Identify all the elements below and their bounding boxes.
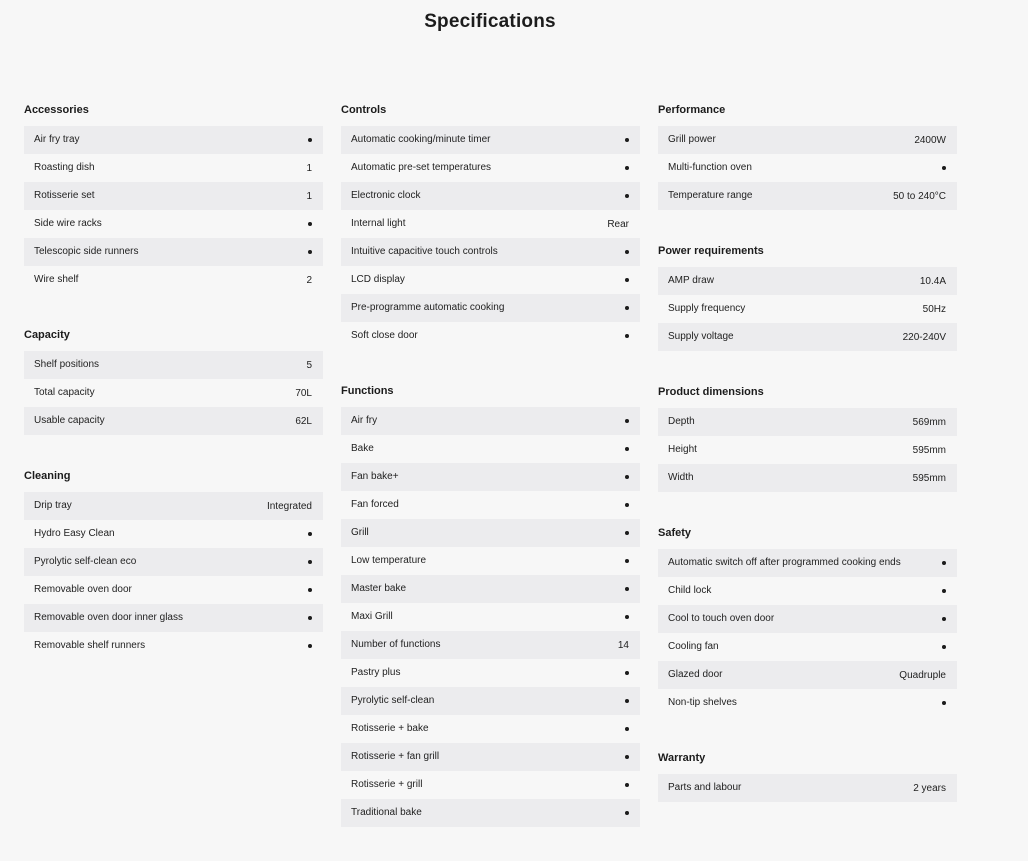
spec-label: Soft close door bbox=[351, 330, 418, 341]
spec-column-3 bbox=[658, 103, 957, 836]
spec-section bbox=[658, 244, 957, 351]
spec-label: Low temperature bbox=[351, 555, 427, 566]
spec-label: Rotisserie + grill bbox=[351, 779, 423, 790]
spec-row bbox=[658, 633, 957, 661]
included-dot-icon bbox=[942, 701, 946, 705]
spec-label: Pyrolytic self-clean bbox=[351, 695, 435, 706]
included-dot-icon bbox=[308, 532, 312, 536]
spec-section bbox=[24, 328, 323, 435]
spec-row bbox=[658, 577, 957, 605]
spec-label: Air fry bbox=[351, 415, 378, 426]
included-dot-icon bbox=[625, 671, 629, 675]
spec-section bbox=[24, 103, 323, 294]
spec-label: Bake bbox=[351, 443, 374, 454]
spec-label: Fan bake+ bbox=[351, 471, 399, 482]
spec-label: Cooling fan bbox=[668, 641, 719, 652]
spec-row bbox=[24, 154, 323, 182]
spec-label: Glazed door bbox=[668, 669, 723, 680]
spec-label: Removable oven door inner glass bbox=[34, 612, 183, 623]
spec-label: Usable capacity bbox=[34, 415, 105, 426]
spec-row bbox=[24, 604, 323, 632]
spec-row bbox=[24, 548, 323, 576]
included-dot-icon bbox=[625, 727, 629, 731]
spec-label: Multi-function oven bbox=[668, 162, 752, 173]
spec-value: 50Hz bbox=[922, 303, 946, 315]
included-dot-icon bbox=[942, 561, 946, 565]
included-dot-icon bbox=[625, 334, 629, 338]
spec-value: 1 bbox=[306, 162, 312, 174]
spec-label: Cool to touch oven door bbox=[668, 613, 775, 624]
spec-label: Side wire racks bbox=[34, 218, 102, 229]
spec-label: Child lock bbox=[668, 585, 712, 596]
spec-row bbox=[658, 464, 957, 492]
included-dot-icon bbox=[625, 250, 629, 254]
spec-row bbox=[658, 408, 957, 436]
section-title: Controls bbox=[341, 104, 387, 116]
spec-row bbox=[658, 436, 957, 464]
section-title: Functions bbox=[341, 385, 394, 397]
spec-value: Rear bbox=[607, 218, 629, 230]
included-dot-icon bbox=[625, 699, 629, 703]
spec-table bbox=[24, 351, 323, 435]
spec-table bbox=[658, 549, 957, 717]
spec-row bbox=[658, 182, 957, 210]
spec-row bbox=[658, 661, 957, 689]
spec-label: Automatic switch off after programmed cooking ends bbox=[668, 557, 901, 568]
section-title: Performance bbox=[658, 104, 726, 116]
spec-row bbox=[341, 322, 640, 350]
spec-table bbox=[24, 126, 323, 294]
included-dot-icon bbox=[942, 166, 946, 170]
spec-label: Pyrolytic self-clean eco bbox=[34, 556, 137, 567]
spec-row bbox=[24, 379, 323, 407]
spec-label: Maxi Grill bbox=[351, 611, 393, 622]
included-dot-icon bbox=[625, 559, 629, 563]
spec-label: Roasting dish bbox=[34, 162, 95, 173]
included-dot-icon bbox=[625, 615, 629, 619]
spec-row bbox=[24, 126, 323, 154]
spec-section bbox=[341, 384, 640, 827]
spec-label: Intuitive capacitive touch controls bbox=[351, 246, 498, 257]
spec-label: Wire shelf bbox=[34, 274, 79, 285]
spec-value: Integrated bbox=[266, 500, 312, 512]
spec-value: 2400W bbox=[914, 134, 946, 146]
spec-row bbox=[341, 294, 640, 322]
spec-label: LCD display bbox=[351, 274, 405, 285]
spec-row bbox=[341, 238, 640, 266]
spec-row bbox=[658, 323, 957, 351]
included-dot-icon bbox=[308, 644, 312, 648]
spec-label: Supply voltage bbox=[668, 331, 734, 342]
spec-row bbox=[341, 182, 640, 210]
spec-row bbox=[341, 771, 640, 799]
spec-label: Air fry tray bbox=[34, 134, 80, 145]
included-dot-icon bbox=[308, 560, 312, 564]
included-dot-icon bbox=[625, 306, 629, 310]
spec-row bbox=[24, 266, 323, 294]
spec-section bbox=[24, 469, 323, 660]
spec-label: Internal light bbox=[351, 218, 406, 229]
spec-label: Parts and labour bbox=[668, 782, 742, 793]
spec-label: Non-tip shelves bbox=[668, 697, 737, 708]
spec-row bbox=[341, 743, 640, 771]
spec-row bbox=[24, 407, 323, 435]
spec-value: 1 bbox=[306, 190, 312, 202]
spec-value: 10.4A bbox=[919, 275, 946, 287]
spec-value: 2 bbox=[306, 274, 312, 286]
spec-label: Depth bbox=[668, 416, 695, 427]
spec-label: Drip tray bbox=[34, 500, 72, 511]
spec-row bbox=[341, 435, 640, 463]
included-dot-icon bbox=[308, 222, 312, 226]
included-dot-icon bbox=[942, 617, 946, 621]
included-dot-icon bbox=[625, 503, 629, 507]
spec-value: 70L bbox=[295, 387, 312, 399]
included-dot-icon bbox=[625, 278, 629, 282]
spec-value: 595mm bbox=[912, 444, 946, 456]
spec-row bbox=[341, 463, 640, 491]
spec-label: Supply frequency bbox=[668, 303, 746, 314]
spec-row bbox=[658, 154, 957, 182]
spec-value: 50 to 240°C bbox=[893, 190, 946, 202]
spec-row bbox=[341, 659, 640, 687]
spec-table bbox=[658, 774, 957, 802]
spec-value: 14 bbox=[617, 639, 629, 651]
spec-row bbox=[658, 605, 957, 633]
included-dot-icon bbox=[625, 811, 629, 815]
included-dot-icon bbox=[625, 194, 629, 198]
spec-value: 5 bbox=[306, 359, 312, 371]
spec-label: Shelf positions bbox=[34, 359, 100, 370]
included-dot-icon bbox=[308, 616, 312, 620]
section-title: Power requirements bbox=[658, 245, 764, 257]
spec-table bbox=[658, 408, 957, 492]
spec-row bbox=[24, 182, 323, 210]
spec-label: Electronic clock bbox=[351, 190, 421, 201]
included-dot-icon bbox=[625, 783, 629, 787]
section-title: Safety bbox=[658, 527, 692, 539]
included-dot-icon bbox=[308, 138, 312, 142]
spec-row bbox=[341, 631, 640, 659]
included-dot-icon bbox=[942, 645, 946, 649]
spec-table bbox=[341, 407, 640, 827]
spec-label: Hydro Easy Clean bbox=[34, 528, 115, 539]
spec-row bbox=[341, 575, 640, 603]
spec-row bbox=[658, 549, 957, 577]
spec-section bbox=[658, 751, 957, 802]
spec-row bbox=[658, 295, 957, 323]
spec-row bbox=[658, 689, 957, 717]
spec-row bbox=[24, 576, 323, 604]
spec-section bbox=[341, 103, 640, 350]
spec-value: 220-240V bbox=[902, 331, 946, 343]
section-title: Accessories bbox=[24, 104, 89, 116]
spec-row bbox=[658, 267, 957, 295]
spec-section bbox=[658, 385, 957, 492]
spec-label: Temperature range bbox=[668, 190, 753, 201]
spec-label: Automatic pre-set temperatures bbox=[351, 162, 492, 173]
included-dot-icon bbox=[625, 138, 629, 142]
spec-row bbox=[658, 126, 957, 154]
included-dot-icon bbox=[625, 587, 629, 591]
spec-label: Rotisserie + bake bbox=[351, 723, 429, 734]
included-dot-icon bbox=[942, 589, 946, 593]
spec-label: Height bbox=[668, 444, 697, 455]
spec-row bbox=[341, 547, 640, 575]
spec-column-1 bbox=[24, 103, 323, 694]
spec-row bbox=[341, 210, 640, 238]
spec-label: Rotisserie + fan grill bbox=[351, 751, 440, 762]
spec-label: Rotisserie set bbox=[34, 190, 95, 201]
spec-label: Number of functions bbox=[351, 639, 441, 650]
page-title: Specifications bbox=[424, 11, 556, 32]
section-title: Warranty bbox=[658, 752, 706, 764]
included-dot-icon bbox=[308, 588, 312, 592]
spec-label: Grill power bbox=[668, 134, 716, 145]
spec-value: Quadruple bbox=[899, 669, 946, 681]
spec-row bbox=[24, 520, 323, 548]
spec-label: Pre-programme automatic cooking bbox=[351, 302, 505, 313]
spec-row bbox=[341, 154, 640, 182]
spec-row bbox=[341, 491, 640, 519]
spec-row bbox=[341, 126, 640, 154]
spec-row bbox=[341, 603, 640, 631]
spec-row bbox=[341, 266, 640, 294]
spec-label: Master bake bbox=[351, 583, 407, 594]
spec-label: Width bbox=[668, 472, 694, 483]
included-dot-icon bbox=[625, 419, 629, 423]
spec-label: Traditional bake bbox=[351, 807, 422, 818]
spec-label: Fan forced bbox=[351, 499, 399, 510]
included-dot-icon bbox=[625, 755, 629, 759]
included-dot-icon bbox=[308, 250, 312, 254]
spec-value: 62L bbox=[295, 415, 312, 427]
spec-section bbox=[658, 526, 957, 717]
spec-label: Automatic cooking/minute timer bbox=[351, 134, 491, 145]
included-dot-icon bbox=[625, 475, 629, 479]
spec-row bbox=[24, 238, 323, 266]
spec-row bbox=[24, 210, 323, 238]
spec-row bbox=[24, 632, 323, 660]
section-title: Cleaning bbox=[24, 470, 71, 482]
spec-label: AMP draw bbox=[668, 275, 714, 286]
spec-table bbox=[341, 126, 640, 350]
spec-label: Telescopic side runners bbox=[34, 246, 139, 257]
section-title: Product dimensions bbox=[658, 386, 764, 398]
spec-row bbox=[341, 519, 640, 547]
spec-value: 2 years bbox=[913, 782, 946, 794]
spec-label: Removable shelf runners bbox=[34, 640, 146, 651]
spec-value: 569mm bbox=[912, 416, 946, 428]
spec-label: Total capacity bbox=[34, 387, 95, 398]
spec-value: 595mm bbox=[912, 472, 946, 484]
spec-table bbox=[658, 267, 957, 351]
spec-row bbox=[658, 774, 957, 802]
section-title: Capacity bbox=[24, 329, 70, 341]
spec-table bbox=[24, 492, 323, 660]
included-dot-icon bbox=[625, 166, 629, 170]
spec-row bbox=[341, 715, 640, 743]
included-dot-icon bbox=[625, 447, 629, 451]
spec-column-2 bbox=[341, 103, 640, 861]
spec-row bbox=[341, 687, 640, 715]
spec-label: Pastry plus bbox=[351, 667, 401, 678]
spec-row bbox=[341, 799, 640, 827]
spec-row bbox=[24, 351, 323, 379]
included-dot-icon bbox=[625, 531, 629, 535]
spec-label: Grill bbox=[351, 527, 369, 538]
spec-row bbox=[341, 407, 640, 435]
spec-table bbox=[658, 126, 957, 210]
spec-label: Removable oven door bbox=[34, 584, 132, 595]
spec-row bbox=[24, 492, 323, 520]
spec-section bbox=[658, 103, 957, 210]
